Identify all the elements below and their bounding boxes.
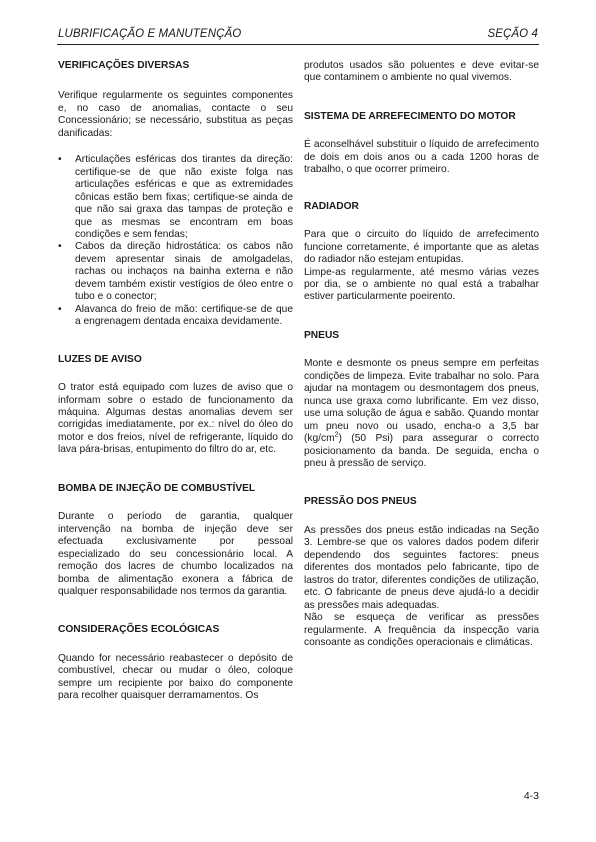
pneus-text xyxy=(304,358,539,470)
left-column xyxy=(58,60,293,703)
verificacoes-list xyxy=(58,154,293,328)
heading-radiador: RADIADOR xyxy=(304,200,359,212)
header-section: SEÇÃO 4 xyxy=(487,28,538,40)
ecologicas-continued: produtos usados são poluentes e deve evitar-se que contaminem o ambiente no qual vivemos. xyxy=(304,60,539,84)
ecologicas-text: Quando for necessário reabastecer o depósito de combustível, checar ou mudar o óleo, coloque sempre um recipiente por baixo do componente para recolher quaisquer derramamentos. Os xyxy=(58,652,293,702)
verificacoes-intro: Verifique regularmente os seguintes componentes e, no caso de anomalias, contacte o seu Concessionário; se necessário, substitua as peças danificadas: xyxy=(58,90,293,139)
arrefecimento-text: É aconselhável substituir o líquido de arrefecimento de dois em dois anos ou a cada 1200 horas de trabalho, o que ocorrer primeiro. xyxy=(304,139,539,176)
heading-ecologicas: CONSIDERAÇÕES ECOLÓGICAS xyxy=(58,624,220,636)
radiador-text-1: Para que o circuito do líquido de arrefecimento funcione corretamente, é importante que as aletas do radiador não estejam entupidas. xyxy=(304,229,539,266)
page-header xyxy=(57,26,539,45)
pneus-text-a: Monte e desmonte os pneus sempre em perfeitas condições de limpeza. Evite trabalhar no solo. Para ajudar na montagem ou desmontagem dos pneus, nunca use graxa como lubrificante. Em vez disso, use uma solução de água e sabão. Quando montar um pneu novo ou usado, encha-o a 3,5 bar (kg/cm xyxy=(304,358,539,445)
list-item: • Alavanca do freio de mão: certifique-se de que a engrenagem dentada encaixa devidamente. xyxy=(58,304,293,329)
right-column xyxy=(304,60,539,649)
heading-arrefecimento: SISTEMA DE ARREFECIMENTO DO MOTOR xyxy=(304,110,516,122)
heading-pressao: PRESSÃO DOS PNEUS xyxy=(304,496,417,508)
radiador-text-2: Limpe-as regularmente, até mesmo várias vezes por dia, se o ambiente no qual está a trabalhar estiver particularmente poeirento. xyxy=(304,266,539,303)
list-item: • Articulações esféricas dos tirantes da direção: certifique-se de que não existe folga nas articulações esféricas e que as extremidades cônicas estão bem fixas; certifique-se ainda de que não sai graxa das tampas de proteção e que as mesmas se encontram em boas condições e sem fendas; xyxy=(58,154,293,241)
heading-pneus: PNEUS xyxy=(304,329,340,341)
heading-luzes: LUZES DE AVISO xyxy=(58,353,142,365)
pneus-text-b: ) (50 Psi) para assegurar o correcto posicionamento da banda. De seguida, encha o pneu à pressão de serviço. xyxy=(304,433,539,469)
list-item: • Cabos da direção hidrostática: os cabos não devem apresentar sinais de amolgadelas, rachas ou inchaços na bainha externa e não devem também existir vestígios de óleo entre o tubo e o conector; xyxy=(58,241,293,303)
pneus-superscript: 2 xyxy=(334,431,339,439)
heading-verificacoes: VERIFICAÇÕES DIVERSAS xyxy=(58,60,190,71)
header-title: LUBRIFICAÇÃO E MANUTENÇÃO xyxy=(58,28,242,40)
pressao-text-1: As pressões dos pneus estão indicadas na Seção 3. Lembre-se que os valores dados podem diferir dependendo dos seguintes factores: pneus diferentes dos montados pelo fabricante, tipo de lastros do trator, diferentes condições de utilização, etc. O fabricante de pneus deve ajudá-lo a decidir as pressões mais adequadas. xyxy=(304,524,539,611)
pressao-text-2: Não se esqueça de verificar as pressões regularmente. A frequência da inspecção varia consoante as condições operacionais e climáticas. xyxy=(304,612,539,648)
bomba-text: Durante o período de garantia, qualquer intervenção na bomba de injeção deve ser efectuada exclusivamente por pessoal especializado do seu concessionário local. A remoção dos lacres de chumbo localizados na bomba de alimentação exonera a fábrica de qualquer responsabilidade nos termos da garantia. xyxy=(58,511,293,597)
luzes-text: O trator está equipado com luzes de aviso que o informam sobre o estado de funcionamento da máquina. Algumas destas anomalias devem ser corrigidas imediatamente, por ex.: nível do óleo do motor e dos freios, nível de refrigerante, líquido do lava pára-brisas, entupimento do filtro do ar, etc. xyxy=(58,382,293,456)
heading-bomba: BOMBA DE INJEÇÃO DE COMBUSTÍVEL xyxy=(58,482,256,494)
page-number: 4-3 xyxy=(523,790,539,802)
